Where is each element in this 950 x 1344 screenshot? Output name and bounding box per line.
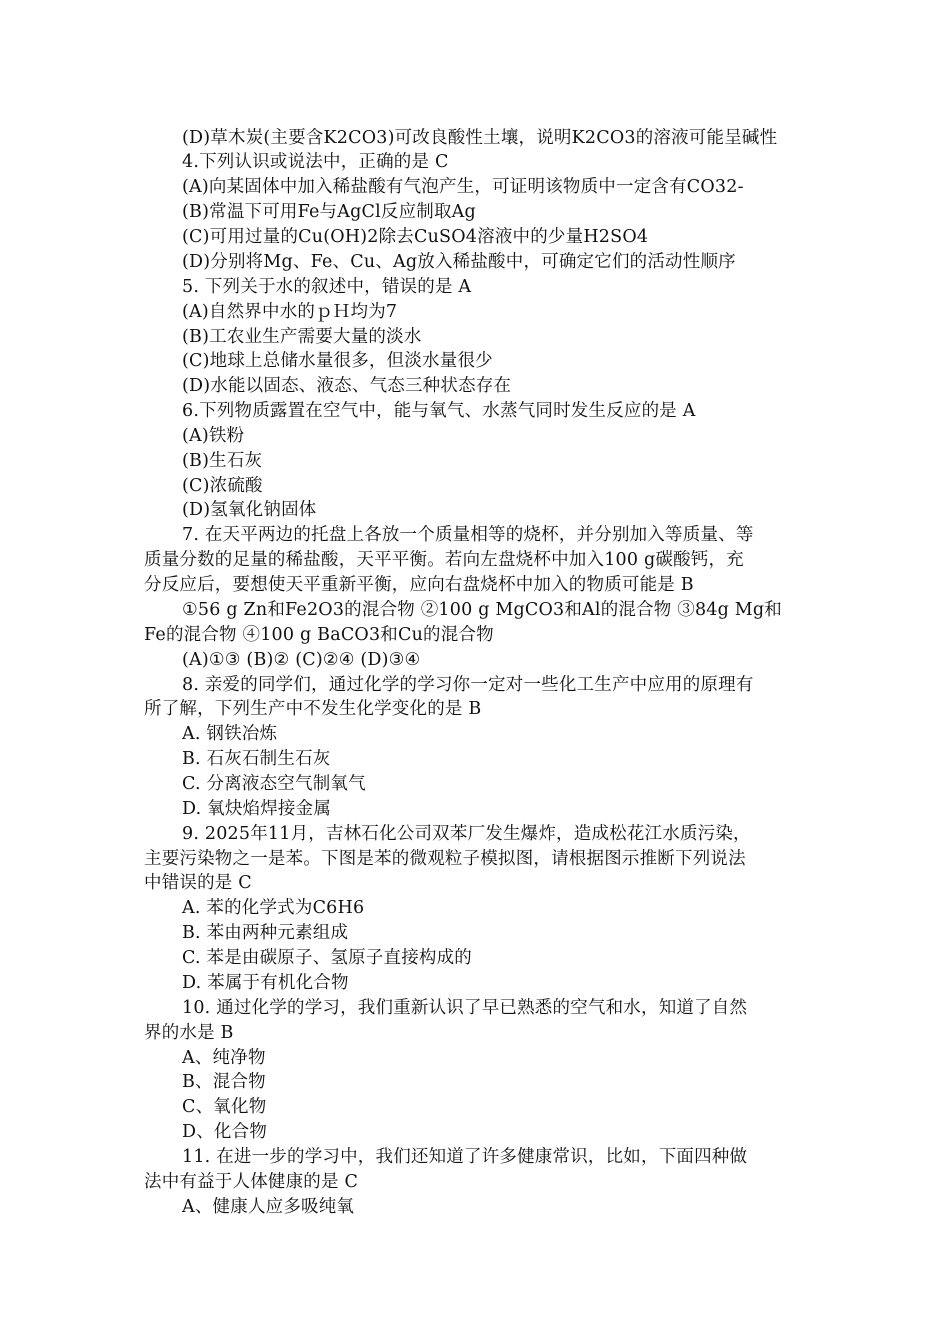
text-line: 质量分数的足量的稀盐酸，天平平衡。若向左盘烧杯中加入100 g碳酸钙，充 [144, 550, 744, 570]
text-line: A、纯净物 [182, 1048, 266, 1068]
text-line: (A)①③ (B)② (C)②④ (D)③④ [182, 650, 421, 670]
text-line: 分反应后，要想使天平重新平衡，应向右盘烧杯中加入的物质可能是 B [144, 575, 694, 595]
text-line: C. 苯是由碳原子、氢原子直接构成的 [182, 948, 472, 968]
text-line: ①56 g Zn和Fe2O3的混合物 ②100 g MgCO3和Al的混合物 ③84g Mg和 [182, 600, 783, 620]
text-line: 所了解，下列生产中不发生化学变化的是 B [144, 699, 482, 719]
question-10: 10. 通过化学的学习，我们重新认识了早已熟悉的空气和水，知道了自然 [182, 998, 748, 1018]
text-line: (A)向某固体中加入稀盐酸有气泡产生，可证明该物质中一定含有CO32- [182, 177, 744, 197]
question-11: 11. 在进一步的学习中，我们还知道了许多健康常识，比如，下面四种做 [182, 1147, 748, 1167]
text-line: (C)可用过量的Cu(OH)2除去CuSO4溶液中的少量H2SO4 [182, 227, 649, 247]
text-line: (A)铁粉 [182, 426, 245, 446]
text-line: (D)草木炭(主要含K2CO3)可改良酸性土壤，说明K2CO3的溶液可能呈碱性 [182, 128, 778, 148]
text-line: (D)氢氧化钠固体 [182, 500, 317, 520]
text-line: (D)分别将Mg、Fe、Cu、Ag放入稀盐酸中，可确定它们的活动性顺序 [182, 252, 736, 272]
text-line: (B)生石灰 [182, 451, 263, 471]
text-line: A. 钢铁冶炼 [182, 724, 278, 744]
text-line: A. 苯的化学式为C6H6 [182, 898, 365, 918]
text-line: D. 苯属于有机化合物 [182, 973, 349, 993]
text-line: 中错误的是 C [144, 873, 252, 893]
text-line: 界的水是 B [144, 1023, 234, 1043]
text-line: B. 苯由两种元素组成 [182, 923, 349, 943]
text-line: B、混合物 [182, 1072, 266, 1092]
text-line: (C)浓硫酸 [182, 476, 263, 496]
text-line: (B)常温下可用Fe与AgCl反应制取Ag [182, 202, 476, 222]
text-line: Fe的混合物 ④100 g BaCO3和Cu的混合物 [144, 625, 494, 645]
text-line: (A)自然界中水的ｐＨ均为7 [182, 302, 398, 322]
text-line: B. 石灰石制生石灰 [182, 749, 331, 769]
text-line: D、化合物 [182, 1122, 268, 1142]
text-line: D. 氧炔焰焊接金属 [182, 799, 332, 819]
text-line: 法中有益于人体健康的是 C [144, 1172, 359, 1192]
question-5: 5. 下列关于水的叙述中，错误的是 A [182, 277, 472, 297]
text-line: C、氧化物 [182, 1097, 267, 1117]
question-7: 7. 在天平两边的托盘上各放一个质量相等的烧杯，并分别加入等质量、等 [182, 525, 754, 545]
text-line: (B)工农业生产需要大量的淡水 [182, 327, 422, 347]
question-6: 6.下列物质露置在空气中，能与氧气、水蒸气同时发生反应的是 A [182, 401, 696, 421]
text-line: C. 分离液态空气制氧气 [182, 774, 366, 794]
question-8: 8. 亲爱的同学们，通过化学的学习你一定对一些化工生产中应用的原理有 [182, 675, 754, 695]
text-line: A、健康人应多吸纯氧 [182, 1197, 355, 1217]
text-line: (D)水能以固态、液态、气态三种状态存在 [182, 376, 512, 396]
text-line: (C)地球上总储水量很多，但淡水量很少 [182, 351, 493, 371]
question-4: 4.下列认识或说法中，正确的是 C [182, 152, 449, 172]
question-9: 9. 2025年11月，吉林石化公司双苯厂发生爆炸，造成松花江水质污染， [182, 824, 751, 844]
text-line: 主要污染物之一是苯。下图是苯的微观粒子模拟图，请根据图示推断下列说法 [144, 849, 746, 869]
